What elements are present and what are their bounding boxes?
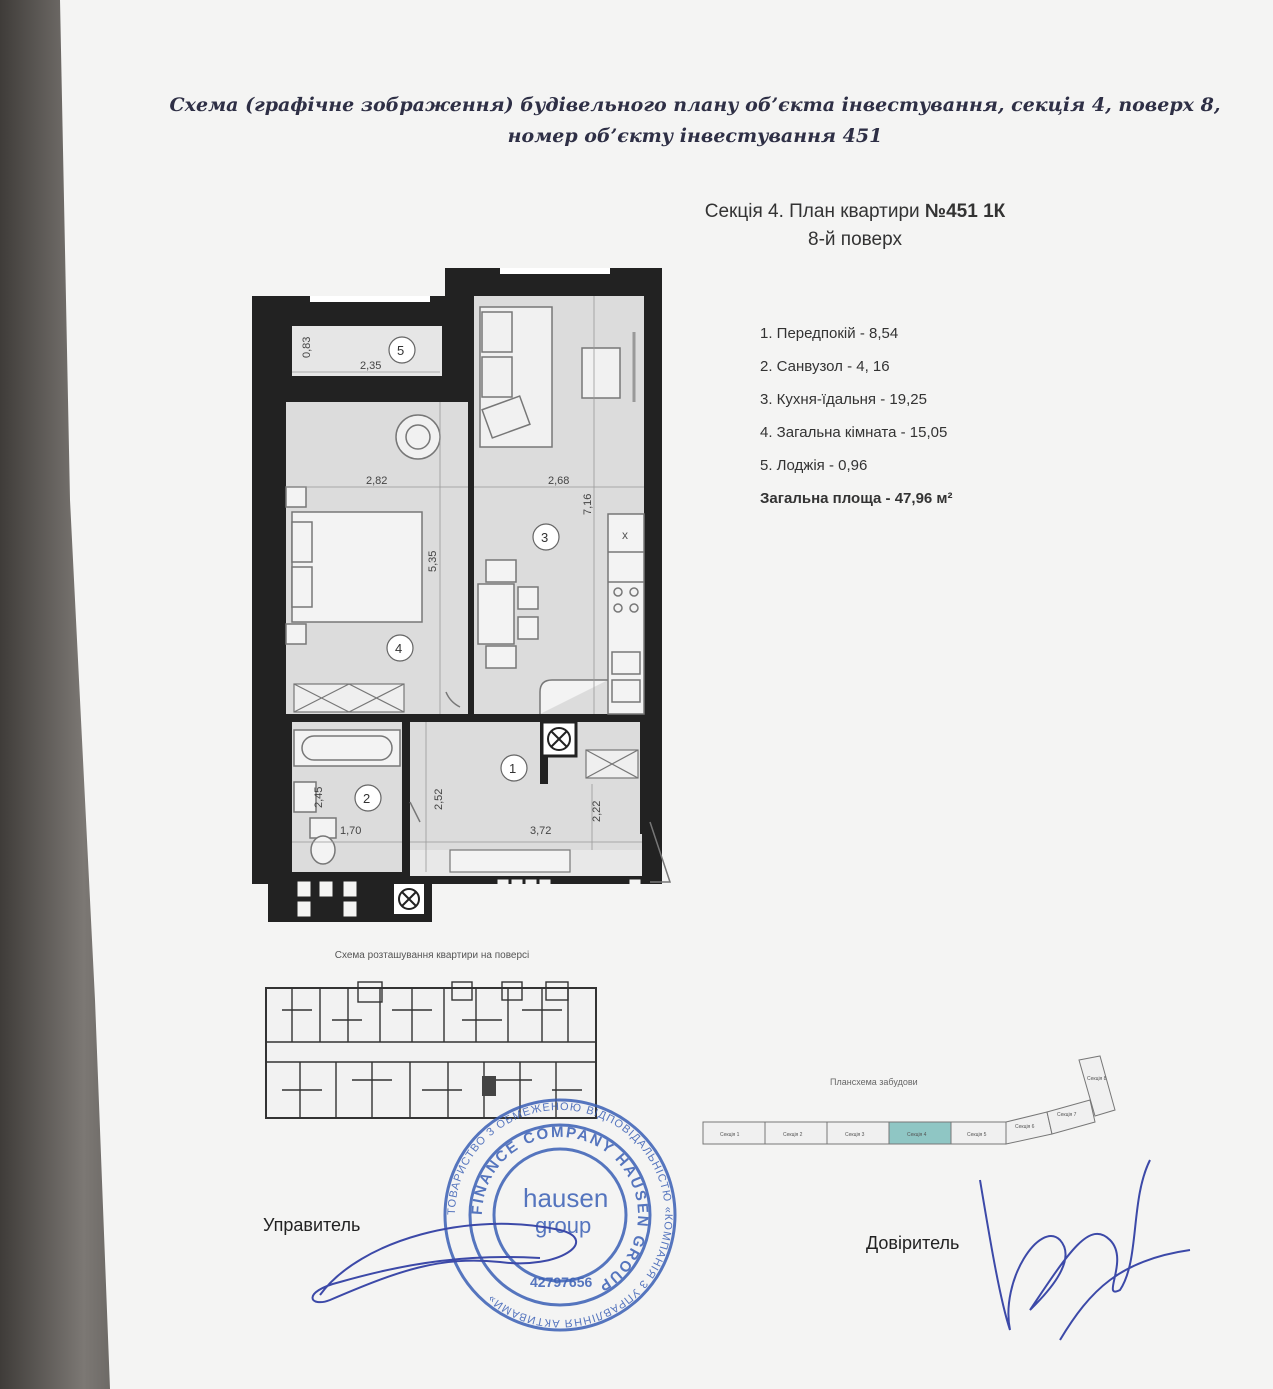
dimension-label: 0,83 [301,336,313,358]
section-prefix: Секція 4. План квартири [704,201,925,222]
dimension-label: 5,35 [427,550,439,572]
svg-text:1: 1 [509,761,517,776]
dimension-label: 2,68 [548,475,570,487]
svg-text:4: 4 [395,641,403,656]
site-section-label: Секція 5 [967,1132,987,1138]
room-legend-item: 3. Кухня-їдальня - 19,25 [760,391,927,408]
svg-text:hausen: hausen [523,1183,609,1213]
svg-text:2: 2 [363,791,371,806]
dimension-label: 2,35 [360,360,382,372]
svg-text:x: x [622,528,628,542]
room-legend-item: 2. Санвузол - 4, 16 [760,358,890,375]
manager-signature-label: Управитель [263,1215,361,1235]
site-section-label: Секція 2 [783,1132,803,1138]
dimension-label: 1,70 [340,825,362,837]
site-plan-caption: Планcхема забудови [830,1077,918,1087]
room-legend-item: 1. Передпокій - 8,54 [760,325,899,342]
svg-text:5: 5 [397,343,405,358]
trustor-signature-label: Довіритель [866,1233,960,1253]
site-section-label: Секція 3 [845,1132,865,1138]
dimension-label: 2,52 [433,788,445,810]
floor-number: 8-й поверх [808,229,902,250]
site-section-label: Секція 4 [907,1132,927,1138]
svg-text:3: 3 [541,530,549,545]
document-title-line-2: номер об’єкту інвестування 451 [507,125,883,147]
site-section-label: Секція 1 [720,1132,740,1138]
apartment-number: №451 1К [924,201,1006,222]
site-section-label: Секція 6 [1015,1124,1035,1130]
svg-text:ТОВАРИСТВО З ОБМЕЖЕНОЮ ВІДПОВІ: ТОВАРИСТВО З ОБМЕЖЕНОЮ ВІДПОВІДАЛЬНІСТЮ «КОМПАНІЯ З УПРАВЛІННЯ АКТИВАМИ» [445,1100,675,1330]
trustor-signature [980,1160,1190,1340]
total-area: Загальна площа - 47,96 м² [760,490,953,507]
dimension-label: 2,22 [591,800,603,822]
room-legend-item: 5. Лоджія - 0,96 [760,457,868,474]
svg-text:group: group [535,1213,592,1238]
svg-text:FINANCE COMPANY HAUSEN GROUP: FINANCE COMPANY HAUSEN GROUP [468,1123,652,1296]
document-title-line-1: Схема (графічне зображення) будівельного плану об’єкта інвестування, секція 4, поверх 8, [169,94,1221,116]
dimension-label: 2,45 [313,786,325,808]
dimension-label: 3,72 [530,825,552,837]
dimension-label: 2,82 [366,475,388,487]
manager-signature [313,1224,577,1302]
dimension-label: 7,16 [582,493,594,515]
floor-scheme-caption: Схема розташування квартири на поверсі [334,950,530,961]
site-section-label: Секція 8 [1087,1076,1107,1082]
room-legend-item: 4. Загальна кімната - 15,05 [760,424,948,441]
site-section-label: Секція 7 [1057,1112,1077,1118]
svg-text:42797656: 42797656 [530,1274,593,1290]
